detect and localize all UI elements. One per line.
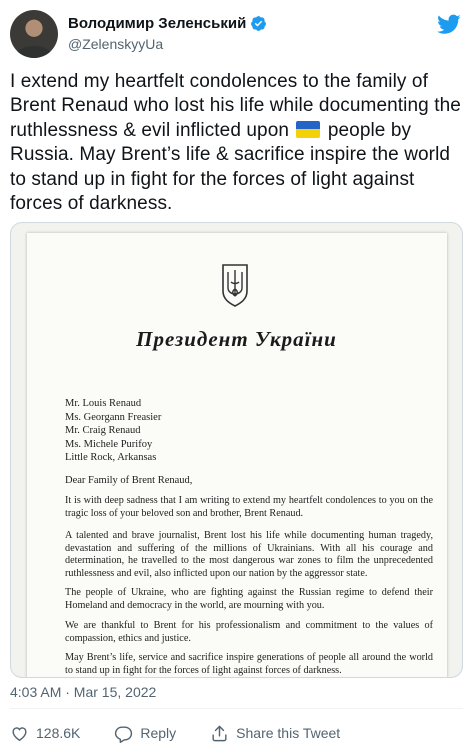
reply-label: Reply bbox=[140, 725, 177, 741]
recipient-line: Mr. Louis Renaud bbox=[65, 398, 142, 409]
trident-coat-of-arms-icon bbox=[220, 262, 250, 308]
letter-recipients bbox=[65, 397, 161, 465]
reply-icon bbox=[114, 724, 133, 743]
share-label: Share this Tweet bbox=[236, 725, 341, 741]
tweet-body bbox=[10, 70, 465, 216]
letter-paragraph: The people of Ukraine, who are fighting against the Russian regime to defend their Homeland and democracy in the world, are mourning with you. bbox=[65, 587, 433, 611]
letter-title: Президент України bbox=[136, 327, 337, 351]
author-name-row[interactable] bbox=[68, 15, 267, 32]
reply-button[interactable] bbox=[114, 724, 176, 743]
author-display-name[interactable]: Володимир Зеленський bbox=[68, 15, 247, 32]
like-button[interactable] bbox=[10, 724, 80, 743]
avatar[interactable] bbox=[10, 10, 58, 58]
ukraine-flag-icon bbox=[296, 121, 320, 138]
twitter-bird-icon[interactable] bbox=[437, 12, 461, 36]
letter-paragraph: It is with deep sadness that I am writing to extend my heartfelt condolences to you on the tragic loss of your beloved son and brother, Brent Renaud. bbox=[65, 495, 433, 519]
verified-badge-icon bbox=[250, 15, 267, 32]
tweet-timestamp[interactable]: 4:03 AM · Mar 15, 2022 bbox=[10, 684, 157, 700]
recipient-line: Ms. Georgann Freasier bbox=[65, 411, 162, 423]
tweet-text-part-2: people by Russia. May Brent’s life & sacrifice inspire the world to stand up in fight for the forces of light against forces of darkness. bbox=[10, 119, 451, 215]
letter-paragraph: May Brent’s life, service and sacrifice inspire generations of people all around the world to stand up in fight for the forces of light against forces of darkness. bbox=[65, 652, 433, 676]
heart-icon bbox=[10, 724, 29, 743]
tweet-text-part-1: I extend my heartfelt condolences to the family of Brent Renaud who lost his life while documenting the ruthlessness & evil inflicted upon bbox=[10, 71, 461, 141]
share-icon bbox=[210, 724, 229, 743]
share-button[interactable] bbox=[210, 724, 340, 743]
tweet-header bbox=[10, 10, 463, 60]
recipient-line: Mr. Craig Renaud bbox=[65, 425, 141, 436]
recipient-line: Little Rock, Arkansas bbox=[65, 452, 157, 463]
divider bbox=[10, 708, 463, 709]
tweet-actions bbox=[10, 722, 374, 744]
author-handle[interactable]: @ZelenskyyUa bbox=[68, 36, 164, 52]
letter-paragraph: A talented and brave journalist, Brent lost his life while documenting human tragedy, devastation and suffering of the millions of Ukrainians. With all his courage and determination, he travelled to the most dangerous war zones to film the unprecedented ruthlessness and evil, also inflicted upon our nation by the aggressor state. bbox=[65, 530, 433, 579]
letter-paragraph: We are thankful to Brent for his professionalism and commitment to the values of compassion, ethics and justice. bbox=[65, 620, 433, 644]
recipient-line: Ms. Michele Purifoy bbox=[65, 438, 153, 450]
letter-salutation: Dear Family of Brent Renaud, bbox=[65, 475, 193, 486]
like-count: 128.6K bbox=[36, 725, 81, 741]
